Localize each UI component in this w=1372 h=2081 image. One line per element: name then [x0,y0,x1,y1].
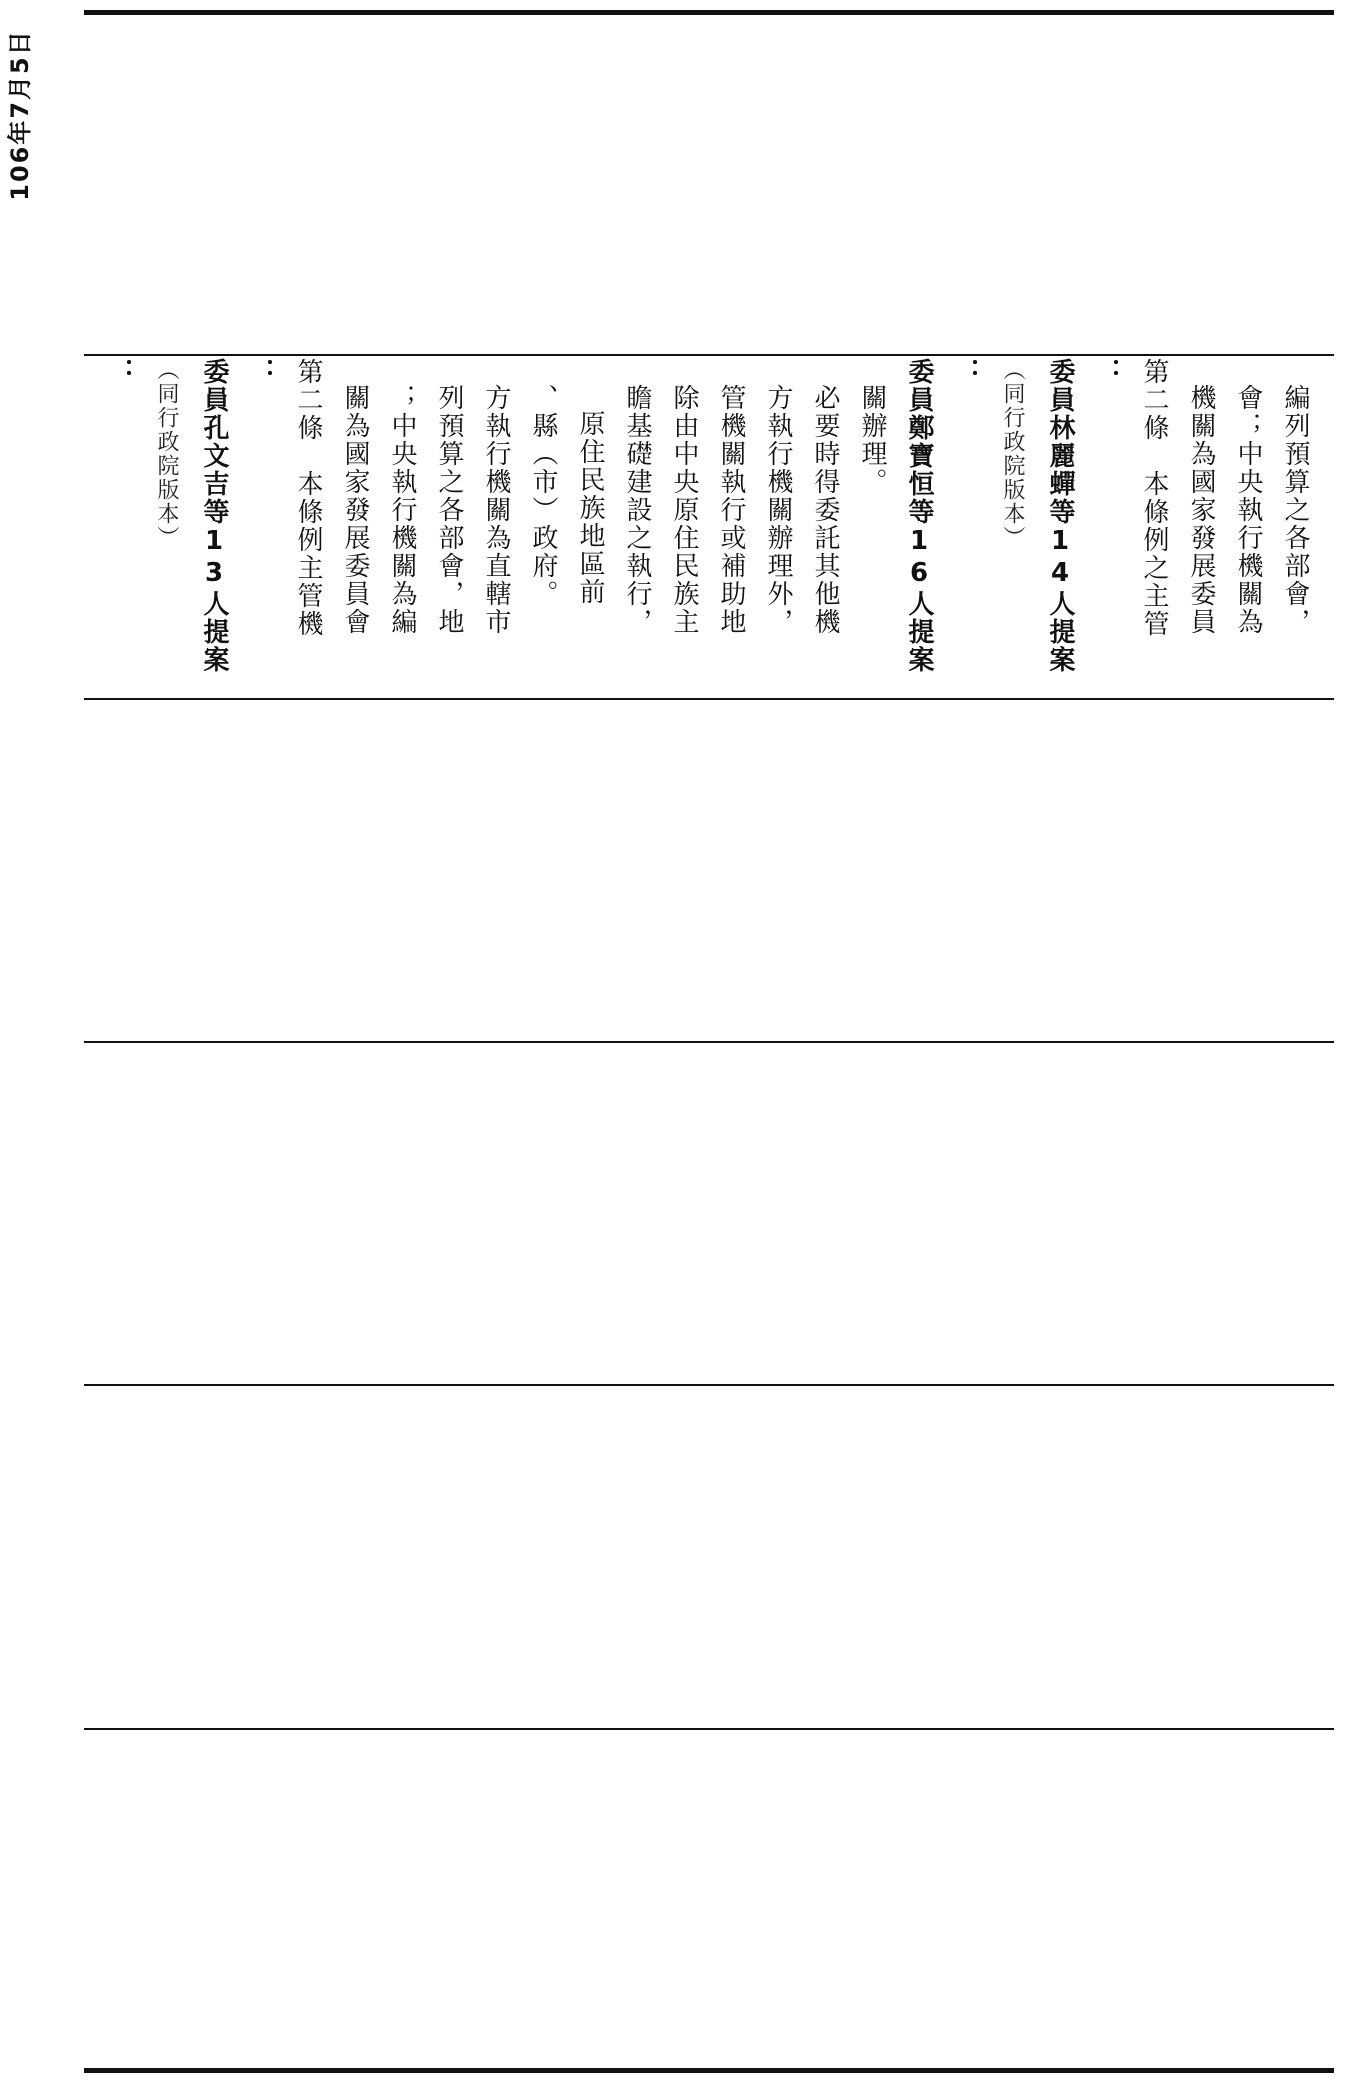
article-text-line: 瞻基礎建設之執行， [622,384,652,636]
row-divider-1 [84,354,1334,356]
article-text-line: 列預算之各部會，地 [434,384,464,636]
article-text-line: 關為國家發展委員會 [340,384,370,636]
article-text-line: 原住民族地區前 [575,410,605,606]
page-date: 106年7月5日 [6,29,34,201]
article-text-line: 必要時得委託其他機 [810,384,840,636]
text-line: （同行政院版本） [154,358,179,550]
text-line: ： [1092,358,1122,386]
article-text-line: 方執行機關辦理外， [763,384,793,636]
table-row-proposals [96,358,1326,698]
text-line: ： [951,358,981,386]
row-divider-5 [84,1728,1334,1730]
article-text-line: 第二條 本條例主管機 [293,358,323,638]
text-line: （同行政院版本） [1000,358,1025,550]
row-divider-2 [84,698,1334,700]
article-text-line: 管機關執行或補助地 [716,384,746,636]
article-text-line: 第二條 本條例之主管 [1139,358,1169,638]
text-line: ： [246,358,276,386]
article-text-line: ；中央執行機關為編 [387,384,417,636]
article-text-line: 、縣（市）政府。 [528,384,558,608]
article-text-line: 關辦理。 [857,384,887,496]
proposer-heading: 委員鄭寶恒等16人提案 [904,358,934,674]
proposer-heading: 委員孔文吉等13人提案 [199,358,229,674]
proposer-heading: 委員林麗蟬等14人提案 [1045,358,1075,674]
text-line: ： [105,358,135,386]
article-text-line: 機關為國家發展委員 [1186,384,1216,636]
row-divider-4 [84,1384,1334,1386]
article-text-line: 會；中央執行機關為 [1233,384,1263,636]
article-text-line: 除由中央原住民族主 [669,384,699,636]
row-divider-3 [84,1041,1334,1043]
article-text-line: 編列預算之各部會， [1280,384,1310,636]
table-bottom-border [84,2068,1334,2073]
article-text-line: 方執行機關為直轄市 [481,384,511,636]
table-top-border [84,10,1334,15]
